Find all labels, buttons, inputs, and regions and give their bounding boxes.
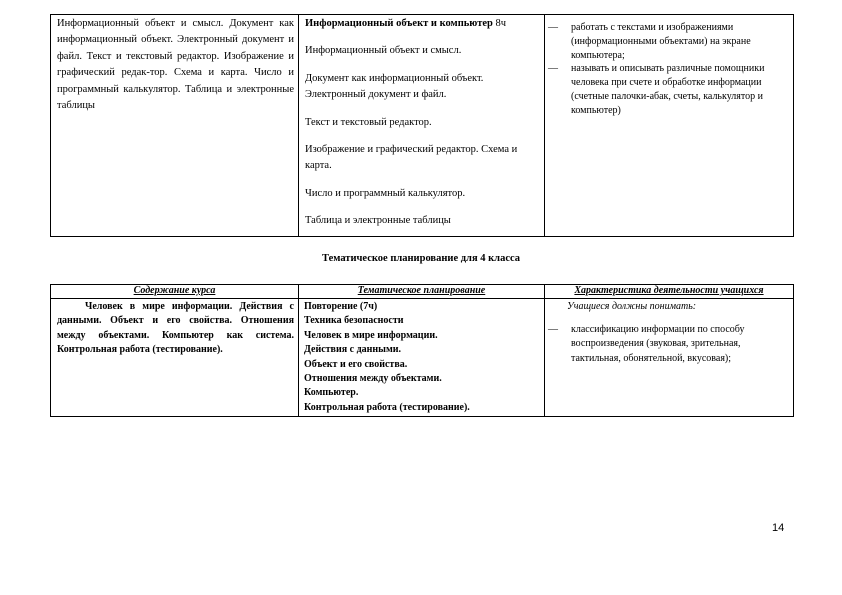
student-activity-cell [545,299,794,417]
activity-subheading: Учащиеся должны понимать: [567,301,697,312]
thematic-line: Повторение (7ч) [304,301,378,312]
activity-list [545,15,793,118]
thematic-item: Информационный объект и смысл. [305,45,462,57]
dash-bullet: — [548,63,558,75]
column-header: Характеристика деятельности учащихся [545,285,794,299]
course-content-cell [51,299,299,417]
column-header: Содержание курса [51,285,299,299]
column-header: Тематическое планирование [299,285,545,299]
list-item: — работать с текстами и изображениями (информационными объектами) на экране компьютера; [548,22,751,61]
student-activity-cell [545,15,794,237]
section-title: Тематическое планирование для 4 класса [321,253,521,264]
thematic-line: Объект и его свойства. [304,358,408,370]
thematic-item: Изображение и графический редактор. Схема и карта. [305,144,518,172]
thematic-line: Компьютер. [304,387,359,399]
thematic-heading: Информационный объект и компьютер 8ч [305,18,507,29]
list-item: — классификацию информации по способу воспроизведения (звуковая, зрительная, тактильная, обонятельной, вкусовая); [548,324,745,364]
thematic-item: Документ как информационный объект. Электронный документ и файл. [305,72,484,101]
table-header-row [51,285,794,299]
activity-list [545,323,793,366]
thematic-line: Отношения между объектами. [304,373,442,385]
course-content-text: Человек в мире информации. Действия с данными. Объект и его свойства. Отношения между объектами. Компьютер как система. Контрольная работа (тестирование). [57,301,294,356]
dash-bullet: — [548,324,558,335]
thematic-line: Техника безопасности [304,315,404,327]
thematic-item: Число и программный калькулятор. [305,187,466,199]
grade3-table-continuation [50,14,794,237]
thematic-line: Человек в мире информации. [304,329,438,341]
thematic-line: Действия с данными. [304,344,402,356]
grade4-table [50,284,794,417]
thematic-plan-cell [299,299,545,417]
thematic-item: Текст и текстовый редактор. [305,116,432,128]
course-content-cell [51,15,299,237]
dash-bullet: — [548,22,558,33]
list-item: — называть и описывать различные помощники человека при счете и обработке информации (счетные палочки-абак, счеты, калькулятор и компьютер) [548,63,765,116]
page-number: 14 [772,522,785,534]
thematic-line: Контрольная работа (тестирование). [304,401,470,413]
course-content-text: Информационный объект и смысл. Документ как информационный объект. Электронный документ и файл. Текст и текстовый редактор. Изображение и графический редак-тор. Схема и карта. Число и программный калькулятор. Таблица и электронные таблицы [57,18,294,112]
thematic-plan-cell [299,15,545,237]
thematic-item: Таблица и электронные таблицы [305,215,451,227]
